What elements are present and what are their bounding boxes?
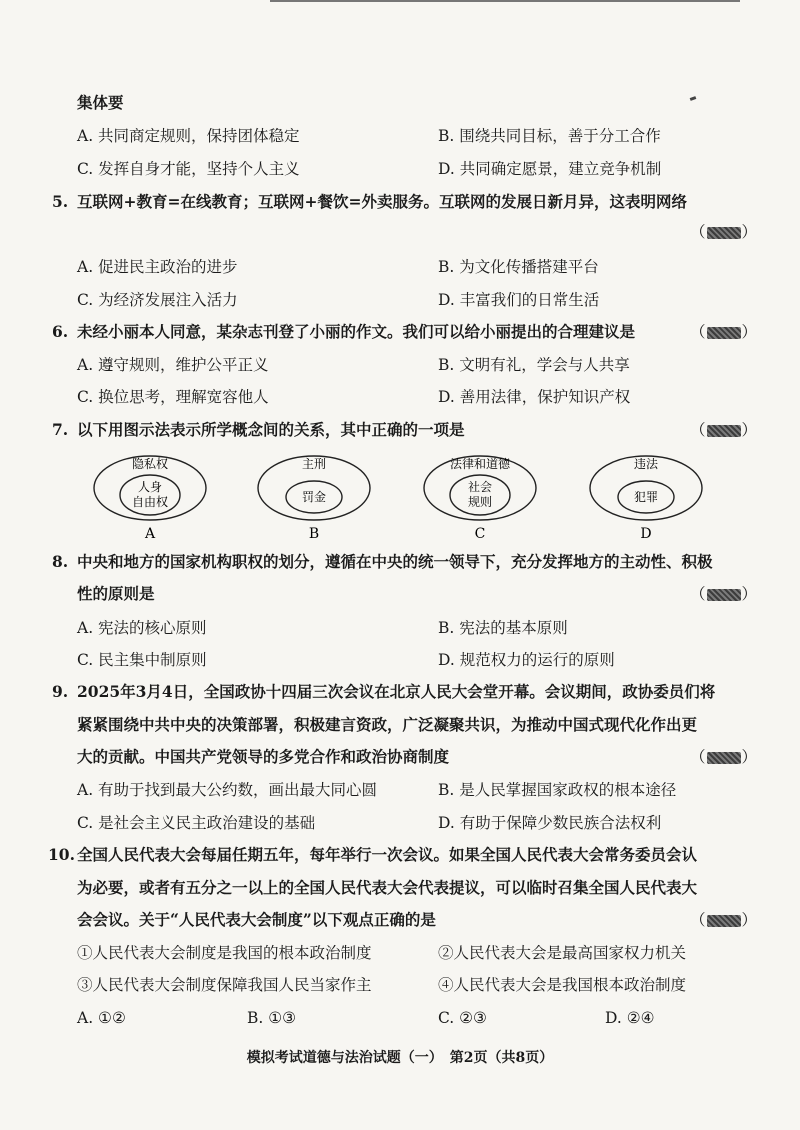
q5-answer-bracket[interactable]: （ ） — [690, 223, 758, 241]
q9-stem-line1: 2025年3月4日，全国政协十四届三次会议在北京人民大会堂开幕。会议期间，政协委员们将 — [77, 682, 716, 701]
q7-diagrams — [80, 452, 720, 544]
q8-stem-line1: 中央和地方的国家机构职权的划分，遵循在中央的统一领导下，充分发挥地方的主动性、积极 — [77, 552, 713, 571]
q4-option-a[interactable]: A. 共同商定规则，保持团体稳定 — [77, 127, 300, 145]
q7-c-inner-label2: 规则 — [467, 495, 493, 509]
q7-a-inner-label2: 自由权 — [131, 495, 169, 509]
q4-stem-tail: 集体要 — [77, 93, 124, 112]
q7-a-outer-label: 隐私权 — [131, 457, 169, 471]
q6-option-c[interactable]: C. 换位思考，理解宽容他人 — [77, 388, 269, 406]
answer-blot — [707, 425, 741, 437]
answer-blot — [707, 752, 741, 764]
q9-stem-line3: 大的贡献。中国共产党领导的多党合作和政治协商制度 — [77, 747, 450, 766]
q6-number: 6. — [52, 322, 69, 341]
q10-stem-line3: 会会议。关于“人民代表大会制度”以下观点正确的是 — [77, 910, 436, 929]
page-footer: 模拟考试道德与法治试题（一） 第2页（共8页） — [246, 1050, 554, 1066]
q5-number: 5. — [52, 192, 69, 211]
q7-c-outer-label: 法律和道德 — [449, 457, 511, 471]
q10-stem-line1: 全国人民代表大会每届任期五年，每年举行一次会议。如果全国人民代表大会常务委员会认 — [77, 845, 698, 864]
answer-blot — [707, 227, 741, 239]
q10-statement-2: ②人民代表大会是最高国家权力机关 — [438, 944, 687, 962]
q7-b-inner-label1: 罚金 — [301, 490, 327, 504]
q5-stem-line1: 互联网+教育=在线教育；互联网+餐饮=外卖服务。互联网的发展日新月异，这表明网络 — [77, 192, 687, 211]
q7-diagram-b[interactable] — [258, 456, 370, 542]
q8-stem-line2: 性的原则是 — [77, 584, 155, 603]
q10-option-c[interactable]: C. ②③ — [438, 1009, 487, 1027]
q9-option-c[interactable]: C. 是社会主义民主政治建设的基础 — [77, 814, 316, 832]
q10-stem-line2: 为必要，或者有五分之一以上的全国人民代表大会代表提议，可以临时召集全国人民代表大 — [77, 878, 698, 897]
q10-number: 10. — [48, 845, 75, 864]
q4-option-b[interactable]: B. 围绕共同目标，善于分工合作 — [438, 127, 661, 145]
q10-option-a[interactable]: A. ①② — [77, 1009, 126, 1027]
q6-stem-line1: 未经小丽本人同意，某杂志刊登了小丽的作文。我们可以给小丽提出的合理建议是 — [77, 322, 636, 341]
q7-d-inner-label1: 犯罪 — [633, 490, 659, 504]
q8-number: 8. — [52, 552, 69, 571]
q9-option-a[interactable]: A. 有助于找到最大公约数，画出最大同心圆 — [77, 781, 378, 799]
q9-option-b[interactable]: B. 是人民掌握国家政权的根本途径 — [438, 781, 677, 799]
q6-answer-bracket[interactable]: （ ） — [690, 323, 758, 341]
q10-statement-4: ④人民代表大会是我国根本政治制度 — [438, 976, 687, 994]
q7-c-inner-label1: 社会 — [467, 480, 493, 494]
q9-answer-bracket[interactable]: （ ） — [690, 748, 758, 766]
q10-statement-3: ③人民代表大会制度保障我国人民当家作主 — [77, 976, 372, 994]
q7-number: 7. — [52, 420, 69, 439]
q7-diagram-a[interactable] — [94, 456, 206, 542]
q8-option-b[interactable]: B. 宪法的基本原则 — [438, 619, 568, 637]
q6-option-b[interactable]: B. 文明有礼，学会与人共享 — [438, 356, 630, 374]
q8-answer-bracket[interactable]: （ ） — [690, 585, 758, 603]
q9-stem-line2: 紧紧围绕中共中央的决策部署，积极建言资政，广泛凝聚共识，为推动中国式现代化作出更 — [77, 715, 698, 734]
q8-option-d[interactable]: D. 规范权力的运行的原则 — [438, 651, 615, 669]
answer-blot — [707, 589, 741, 601]
q8-option-c[interactable]: C. 民主集中制原则 — [77, 651, 207, 669]
q9-number: 9. — [52, 682, 69, 701]
q7-stem-line1: 以下用图示法表示所学概念间的关系，其中正确的一项是 — [77, 420, 465, 439]
q7-d-letter: D — [640, 526, 652, 542]
q9-option-d[interactable]: D. 有助于保障少数民族合法权利 — [438, 814, 662, 832]
q5-option-b[interactable]: B. 为文化传播搭建平台 — [438, 258, 599, 276]
q8-option-a[interactable]: A. 宪法的核心原则 — [77, 619, 207, 637]
q10-answer-bracket[interactable]: （ ） — [690, 911, 758, 929]
q4-option-c[interactable]: C. 发挥自身才能，坚持个人主义 — [77, 160, 300, 178]
q7-d-outer-label: 违法 — [633, 457, 659, 471]
q5-option-d[interactable]: D. 丰富我们的日常生活 — [438, 291, 600, 309]
q7-a-letter: A — [144, 526, 156, 542]
answer-blot — [707, 327, 741, 339]
q6-option-d[interactable]: D. 善用法律，保护知识产权 — [438, 388, 631, 406]
q7-diagram-c[interactable] — [424, 456, 536, 542]
q7-b-letter: B — [308, 526, 320, 542]
q10-statement-1: ①人民代表大会制度是我国的根本政治制度 — [77, 944, 372, 962]
q7-b-outer-label: 主刑 — [301, 457, 327, 471]
answer-blot — [707, 915, 741, 927]
q5-option-a[interactable]: A. 促进民主政治的进步 — [77, 258, 238, 276]
q7-answer-bracket[interactable]: （ ） — [690, 421, 758, 439]
q7-a-inner-label1: 人身 — [137, 480, 163, 494]
q6-option-a[interactable]: A. 遵守规则，维护公平正义 — [77, 356, 269, 374]
q7-c-letter: C — [474, 526, 486, 542]
q10-option-b[interactable]: B. ①③ — [247, 1009, 297, 1027]
q5-option-c[interactable]: C. 为经济发展注入活力 — [77, 291, 238, 309]
q4-option-d[interactable]: D. 共同确定愿景，建立竞争机制 — [438, 160, 662, 178]
q10-option-d[interactable]: D. ②④ — [605, 1009, 655, 1027]
q7-diagram-d[interactable] — [590, 456, 702, 542]
